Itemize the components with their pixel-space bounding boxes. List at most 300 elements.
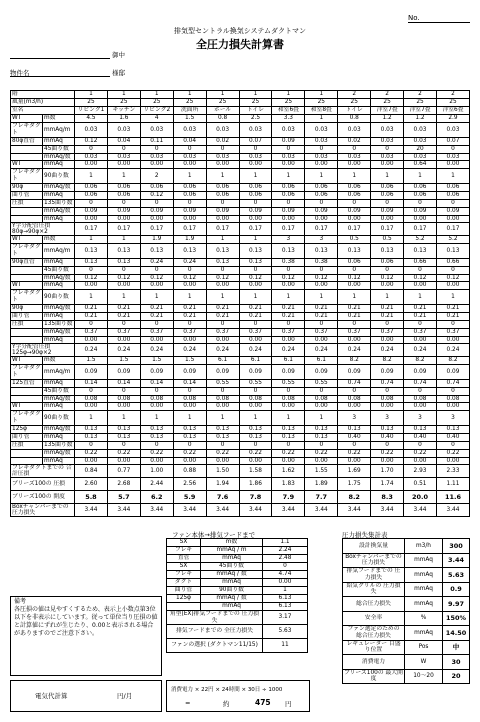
cell-value: 1 <box>371 290 404 305</box>
column-floor: 1 <box>173 91 206 99</box>
cell-value: 8.2 <box>371 357 404 365</box>
cell-value: 0.12 <box>140 274 173 282</box>
fan-row <box>167 547 308 555</box>
cell-value: 1 <box>75 236 108 244</box>
cell-value: 0.00 <box>206 403 239 411</box>
cell-value: 1.5 <box>140 357 173 365</box>
electricity-value: 475 <box>255 698 271 707</box>
cell-value: 0.22 <box>107 450 140 458</box>
cell-value: 0.00 <box>338 403 371 411</box>
column-floor: 2 <box>371 91 404 99</box>
cell-value: 0.03 <box>140 123 173 138</box>
row-sub-label: mmAq <box>43 138 75 146</box>
cell-value: 0.06 <box>272 184 305 192</box>
summary-label: 排気フードまでの 圧力損失 <box>343 568 405 583</box>
row-group-label <box>11 388 43 396</box>
cell-value: 0.06 <box>140 184 173 192</box>
cell-value: 1 <box>107 169 140 184</box>
row-group-label <box>11 457 43 465</box>
cell-value: 1 <box>239 169 272 184</box>
fan-summary-value: 3.17 <box>263 611 308 625</box>
cell-value: 0.00 <box>239 457 272 465</box>
cell-value: 6.1 <box>239 357 272 365</box>
row-group-label: WT <box>11 357 43 365</box>
cell-value: 0 <box>272 442 305 450</box>
cell-value: 0 <box>206 200 239 208</box>
row-group-label: 90φ <box>11 184 43 192</box>
cell-value: 0.17 <box>75 223 108 236</box>
column-floor: 1 <box>305 91 338 99</box>
cell-value: 1.9 <box>173 236 206 244</box>
cell-value: 0.37 <box>305 329 338 337</box>
cell-value: 0.03 <box>371 123 404 138</box>
cell-value: 1.5 <box>75 357 108 365</box>
table-row <box>11 329 470 337</box>
cell-value: 0.03 <box>173 153 206 161</box>
fan-summary-value: 5.63 <box>263 625 308 639</box>
cell-value: 0.06 <box>436 184 469 192</box>
cell-value: 0.06 <box>272 192 305 200</box>
cell-value: 0.00 <box>107 457 140 465</box>
cell-value: 3.3 <box>272 115 305 123</box>
cell-value: 0.24 <box>140 259 173 267</box>
fan-summary-label: 排気フードまでの 全圧力損失 <box>167 625 263 639</box>
cell-value: 0.03 <box>305 138 338 146</box>
row-group-label: 圧損 <box>11 442 43 450</box>
row-sub-label: 45曲り数 <box>43 146 75 154</box>
cell-value: 0 <box>272 146 305 154</box>
cell-value: 0.00 <box>371 161 404 169</box>
cell-value: 0.17 <box>272 223 305 236</box>
column-flow: 25 <box>338 99 371 107</box>
cell-value: 0.06 <box>338 184 371 192</box>
cell-value: 0.13 <box>140 244 173 259</box>
cell-value: 1 <box>404 169 437 184</box>
summary-unit: % <box>405 611 443 626</box>
cell-value: 0.00 <box>371 282 404 290</box>
cell-value: 1.58 <box>239 465 272 478</box>
cell-value: 0 <box>107 321 140 329</box>
cell-value: 0 <box>206 146 239 154</box>
cell-value: 3 <box>305 236 338 244</box>
fan-type: 直管 <box>167 555 201 563</box>
cell-value: 0.21 <box>107 313 140 321</box>
cell-value: 0.00 <box>404 215 437 223</box>
cell-value: 0 <box>404 200 437 208</box>
table-row <box>11 146 470 154</box>
cell-value: 0 <box>239 200 272 208</box>
column-floor: 1 <box>272 91 305 99</box>
cell-value: 0.06 <box>239 184 272 192</box>
note-title: 備考 <box>14 598 27 605</box>
cell-value: 0.12 <box>140 192 173 200</box>
column-floor: 2 <box>338 91 371 99</box>
cell-value: 3.44 <box>107 504 140 517</box>
column-flow: 25 <box>107 99 140 107</box>
cell-value: 0.00 <box>305 161 338 169</box>
summary-row <box>343 597 470 612</box>
row-sub-label: m数 <box>43 357 75 365</box>
cell-value: 0 <box>75 267 108 275</box>
cell-value: 0 <box>107 267 140 275</box>
cell-value: 1.83 <box>272 478 305 491</box>
cell-value: 0 <box>371 388 404 396</box>
document-number-label: No. <box>408 14 420 22</box>
table-row <box>11 91 470 99</box>
cell-value: 1 <box>107 236 140 244</box>
cell-value: 0.00 <box>272 282 305 290</box>
cell-value: 0.00 <box>436 215 469 223</box>
cell-value: 0.00 <box>107 215 140 223</box>
column-floor: 1 <box>206 91 239 99</box>
cell-value: 3 <box>338 411 371 426</box>
table-row <box>11 153 470 161</box>
cell-value: 0.13 <box>404 244 437 259</box>
cell-value: 0.84 <box>75 465 108 478</box>
cell-value: 0.03 <box>107 153 140 161</box>
fan-row <box>167 595 308 603</box>
fan-item: mmAq / m <box>201 547 263 555</box>
cell-value: 0.37 <box>173 329 206 337</box>
table-row <box>11 426 470 434</box>
cell-value: 0.00 <box>75 161 108 169</box>
cell-value: 0.21 <box>75 305 108 313</box>
row-sub-label: mmAq <box>43 434 75 442</box>
fan-summary-label: 角型(EX)排気フードまでの 圧力損失 <box>167 611 263 625</box>
table-row <box>11 478 470 491</box>
cell-value: 0.00 <box>436 457 469 465</box>
summary-label: 給気グリルの 圧力損失 <box>343 582 405 597</box>
cell-value: 0.09 <box>272 138 305 146</box>
row-sub-label: mmAq/m <box>43 365 75 380</box>
cell-value: 0 <box>404 321 437 329</box>
cell-value: 0.06 <box>107 192 140 200</box>
cell-value: 0.03 <box>338 123 371 138</box>
cell-value: 0.00 <box>436 282 469 290</box>
fan-item: 45曲り数 <box>201 563 263 571</box>
cell-value: 8.2 <box>436 357 469 365</box>
summary-unit: mmAq <box>405 626 443 641</box>
cell-value: 0 <box>371 146 404 154</box>
cell-value: 0 <box>206 442 239 450</box>
cell-value: 1.89 <box>305 478 338 491</box>
cell-value: 0.55 <box>272 380 305 388</box>
fan-row <box>167 571 308 579</box>
cell-value: 0.17 <box>173 223 206 236</box>
cell-value: 0.00 <box>75 215 108 223</box>
row-sub-label: mmAq <box>43 336 75 344</box>
cell-value: 0.00 <box>436 161 469 169</box>
property-label: 物件名 <box>10 69 30 77</box>
cell-value: 0 <box>436 442 469 450</box>
fan-row <box>167 579 308 587</box>
cell-value: 0 <box>371 200 404 208</box>
cell-value: 0 <box>75 146 108 154</box>
row-sub-label: mmAq <box>43 457 75 465</box>
recipient-suffix: 御中 <box>112 51 125 59</box>
cell-value: 0.06 <box>107 184 140 192</box>
cell-value: 1.50 <box>206 465 239 478</box>
row-group-label: WT <box>11 282 43 290</box>
cell-value: 0.00 <box>436 403 469 411</box>
cell-value: 1 <box>338 290 371 305</box>
cell-value: 0.03 <box>305 123 338 138</box>
table-row <box>11 169 470 184</box>
summary-label: 設計換気量 <box>343 539 405 554</box>
cell-value: 0.03 <box>140 153 173 161</box>
cell-value: 0.38 <box>305 259 338 267</box>
cell-value: 4 <box>140 115 173 123</box>
cell-value: 0.21 <box>404 313 437 321</box>
row-group-label: フレキダクト <box>12 123 41 136</box>
cell-value: 1 <box>75 290 108 305</box>
cell-value: 0.06 <box>338 259 371 267</box>
cell-value: 0.5 <box>338 236 371 244</box>
cell-value: 1.94 <box>206 478 239 491</box>
cell-value: 0 <box>173 321 206 329</box>
cell-value: 0.06 <box>173 192 206 200</box>
electricity-formula: 消費電力 × 22円 × 24時間 × 30日 ÷ 1000 <box>171 687 283 693</box>
row-label: 室名 <box>11 107 75 115</box>
row-label: ブリーズ100の 圧損 <box>11 478 75 491</box>
cell-value: 1 <box>404 290 437 305</box>
cell-value: 0 <box>140 267 173 275</box>
fan-value: 2.24 <box>263 547 308 555</box>
cell-value: 0.00 <box>140 457 173 465</box>
cell-value: 0.13 <box>173 244 206 259</box>
cell-value: 0.17 <box>239 223 272 236</box>
table-row <box>11 123 470 138</box>
fan-item: m数 <box>201 539 263 547</box>
cell-value: 1.5 <box>173 357 206 365</box>
summary-unit: mmAq <box>405 553 443 568</box>
row-sub-label: mmAq <box>43 259 75 267</box>
cell-value: 0.13 <box>206 426 239 434</box>
cell-value: 0 <box>239 321 272 329</box>
cell-value: 0.13 <box>272 244 305 259</box>
cell-value: 0.06 <box>404 192 437 200</box>
column-floor: 2 <box>404 91 437 99</box>
cell-value: 0.24 <box>173 344 206 357</box>
cell-value: 1 <box>436 290 469 305</box>
cell-value: 0.03 <box>75 123 108 138</box>
fan-table <box>166 538 308 653</box>
row-group-label <box>11 274 43 282</box>
cell-value: 0.37 <box>404 329 437 337</box>
cell-value: 0.74 <box>338 380 371 388</box>
column-flow: 25 <box>239 99 272 107</box>
cell-value: 0.13 <box>305 434 338 442</box>
row-group-label: WT <box>11 115 43 123</box>
cell-value: 0.64 <box>404 161 437 169</box>
cell-value: 0 <box>107 200 140 208</box>
cell-value: 0.21 <box>107 305 140 313</box>
cell-value: 0.00 <box>107 336 140 344</box>
summary-label: 安全率 <box>343 611 405 626</box>
row-sub-label: mmAq/数 <box>43 426 75 434</box>
summary-row <box>343 582 470 597</box>
pressure-loss-table <box>10 90 470 517</box>
cell-value: 0.12 <box>404 274 437 282</box>
cell-value: 0.09 <box>404 208 437 216</box>
column-flow: 25 <box>206 99 239 107</box>
cell-value: 0.03 <box>436 123 469 138</box>
recipient-line <box>10 58 110 59</box>
cell-value: 0 <box>436 200 469 208</box>
cell-value: 0.13 <box>371 244 404 259</box>
cell-value: 0.21 <box>305 305 338 313</box>
cell-value: 0.17 <box>404 223 437 236</box>
fan-section-title: ファン本体→排気フードまで <box>172 531 256 539</box>
fan-item: mmAq / 数 <box>201 595 263 603</box>
row-sub-label: 90曲り数 <box>43 290 75 305</box>
cell-value: 0 <box>338 267 371 275</box>
cell-value: 0.00 <box>239 403 272 411</box>
cell-value: 0.08 <box>338 395 371 403</box>
cell-value: 0.00 <box>305 457 338 465</box>
cell-value: 0.24 <box>173 259 206 267</box>
cell-value: 0.00 <box>140 282 173 290</box>
cell-value: 0.06 <box>305 184 338 192</box>
cell-value: 0.00 <box>371 215 404 223</box>
fan-value: 4.74 <box>263 571 308 579</box>
cell-value: 0.13 <box>436 244 469 259</box>
row-label: Y字分配管圧損 125φ→90φ×2 <box>11 344 75 357</box>
fan-type: SX <box>167 563 201 571</box>
cell-value: 0.24 <box>272 344 305 357</box>
document-title: 全圧力損失計算書 <box>196 38 284 51</box>
cell-value: 0 <box>173 388 206 396</box>
electricity-box <box>10 680 162 712</box>
cell-value: 0.13 <box>107 259 140 267</box>
cell-value: 0.13 <box>206 259 239 267</box>
cell-value: 0.13 <box>305 244 338 259</box>
cell-value: 0.00 <box>173 457 206 465</box>
cell-value: 5.8 <box>75 491 108 504</box>
table-row <box>11 344 470 357</box>
cell-value: 0.24 <box>140 344 173 357</box>
cell-value: 0.24 <box>338 344 371 357</box>
cell-value: 0.08 <box>436 395 469 403</box>
note-box <box>10 596 162 676</box>
cell-value: 2.5 <box>239 115 272 123</box>
cell-value: 0.00 <box>107 282 140 290</box>
cell-value: 0.5 <box>371 236 404 244</box>
fan-summary-row <box>167 625 308 639</box>
cell-value: 0.21 <box>338 313 371 321</box>
column-floor: 1 <box>140 91 173 99</box>
summary-label: ブリーズ100の 最大開度 <box>344 669 403 683</box>
cell-value: 0 <box>371 321 404 329</box>
fan-value: 1.1 <box>263 539 308 547</box>
row-group-label <box>11 208 43 216</box>
cell-value: 0.13 <box>239 434 272 442</box>
cell-value: 0.02 <box>338 138 371 146</box>
row-sub-label: mmAq/数 <box>43 329 75 337</box>
table-row <box>11 313 470 321</box>
property-line <box>10 76 110 77</box>
electricity-equals: = <box>185 699 191 707</box>
column-flow: 25 <box>305 99 338 107</box>
cell-value: 0.21 <box>239 313 272 321</box>
cell-value: 0.00 <box>173 282 206 290</box>
cell-value: 1.2 <box>404 115 437 123</box>
cell-value: 0.00 <box>272 457 305 465</box>
cell-value: 0.03 <box>107 123 140 138</box>
cell-value: 0.37 <box>436 329 469 337</box>
summary-row <box>343 553 470 568</box>
cell-value: 0.24 <box>206 344 239 357</box>
row-group-label: 曲り管 <box>11 313 43 321</box>
cell-value: 0.06 <box>305 192 338 200</box>
fan-summary-label: ファンの選択 (ダクトマン11/15) <box>167 639 263 653</box>
cell-value: 0 <box>404 267 437 275</box>
cell-value: 0.03 <box>371 138 404 146</box>
cell-value: 0.03 <box>239 123 272 138</box>
cell-value: 0 <box>338 321 371 329</box>
cell-value: 2.9 <box>436 115 469 123</box>
cell-value: 1 <box>107 411 140 426</box>
cell-value: 0.37 <box>239 329 272 337</box>
cell-value: 1.69 <box>338 465 371 478</box>
cell-value: 0.13 <box>75 426 108 434</box>
cell-value: 0.74 <box>436 380 469 388</box>
cell-value: 1 <box>140 411 173 426</box>
summary-value: 0.9 <box>443 582 470 597</box>
table-row <box>11 457 470 465</box>
cell-value: 0.66 <box>436 259 469 267</box>
cell-value: 2.33 <box>436 465 469 478</box>
cell-value: 0 <box>371 442 404 450</box>
row-group-label <box>11 329 43 337</box>
cell-value: 2 <box>140 169 173 184</box>
row-sub-label: mmAq <box>43 161 75 169</box>
pressure-summary-table <box>342 538 470 684</box>
fan-summary-row <box>167 639 308 653</box>
cell-value: 0.13 <box>206 434 239 442</box>
cell-value: 7.7 <box>305 491 338 504</box>
cell-value: 0.09 <box>371 365 404 380</box>
cell-value: 0.14 <box>107 380 140 388</box>
cell-value: 0.13 <box>338 244 371 259</box>
cell-value: 0.24 <box>239 344 272 357</box>
cell-value: 1 <box>305 411 338 426</box>
cell-value: 0.00 <box>239 161 272 169</box>
row-group-label: フレキダクト <box>12 290 41 303</box>
cell-value: 0.13 <box>239 244 272 259</box>
cell-value: 0.17 <box>206 223 239 236</box>
cell-value: 0.21 <box>272 313 305 321</box>
cell-value: 0.12 <box>371 274 404 282</box>
table-row <box>11 184 470 192</box>
cell-value: 0.13 <box>107 426 140 434</box>
cell-value: 0 <box>404 388 437 396</box>
row-sub-label: mmAq/m <box>43 244 75 259</box>
cell-value: 20.0 <box>404 491 437 504</box>
cell-value: 3.44 <box>272 504 305 517</box>
cell-value: 0.09 <box>338 365 371 380</box>
cell-value: 0.00 <box>404 457 437 465</box>
cell-value: 0.06 <box>436 192 469 200</box>
cell-value: 0.00 <box>272 161 305 169</box>
table-row <box>11 357 470 365</box>
fan-type <box>167 603 201 611</box>
row-group-label: 90φ直管 <box>11 259 43 267</box>
cell-value: 0 <box>140 388 173 396</box>
cell-value: 0.13 <box>140 434 173 442</box>
cell-value: 1 <box>305 115 338 123</box>
cell-value: 0.55 <box>206 380 239 388</box>
